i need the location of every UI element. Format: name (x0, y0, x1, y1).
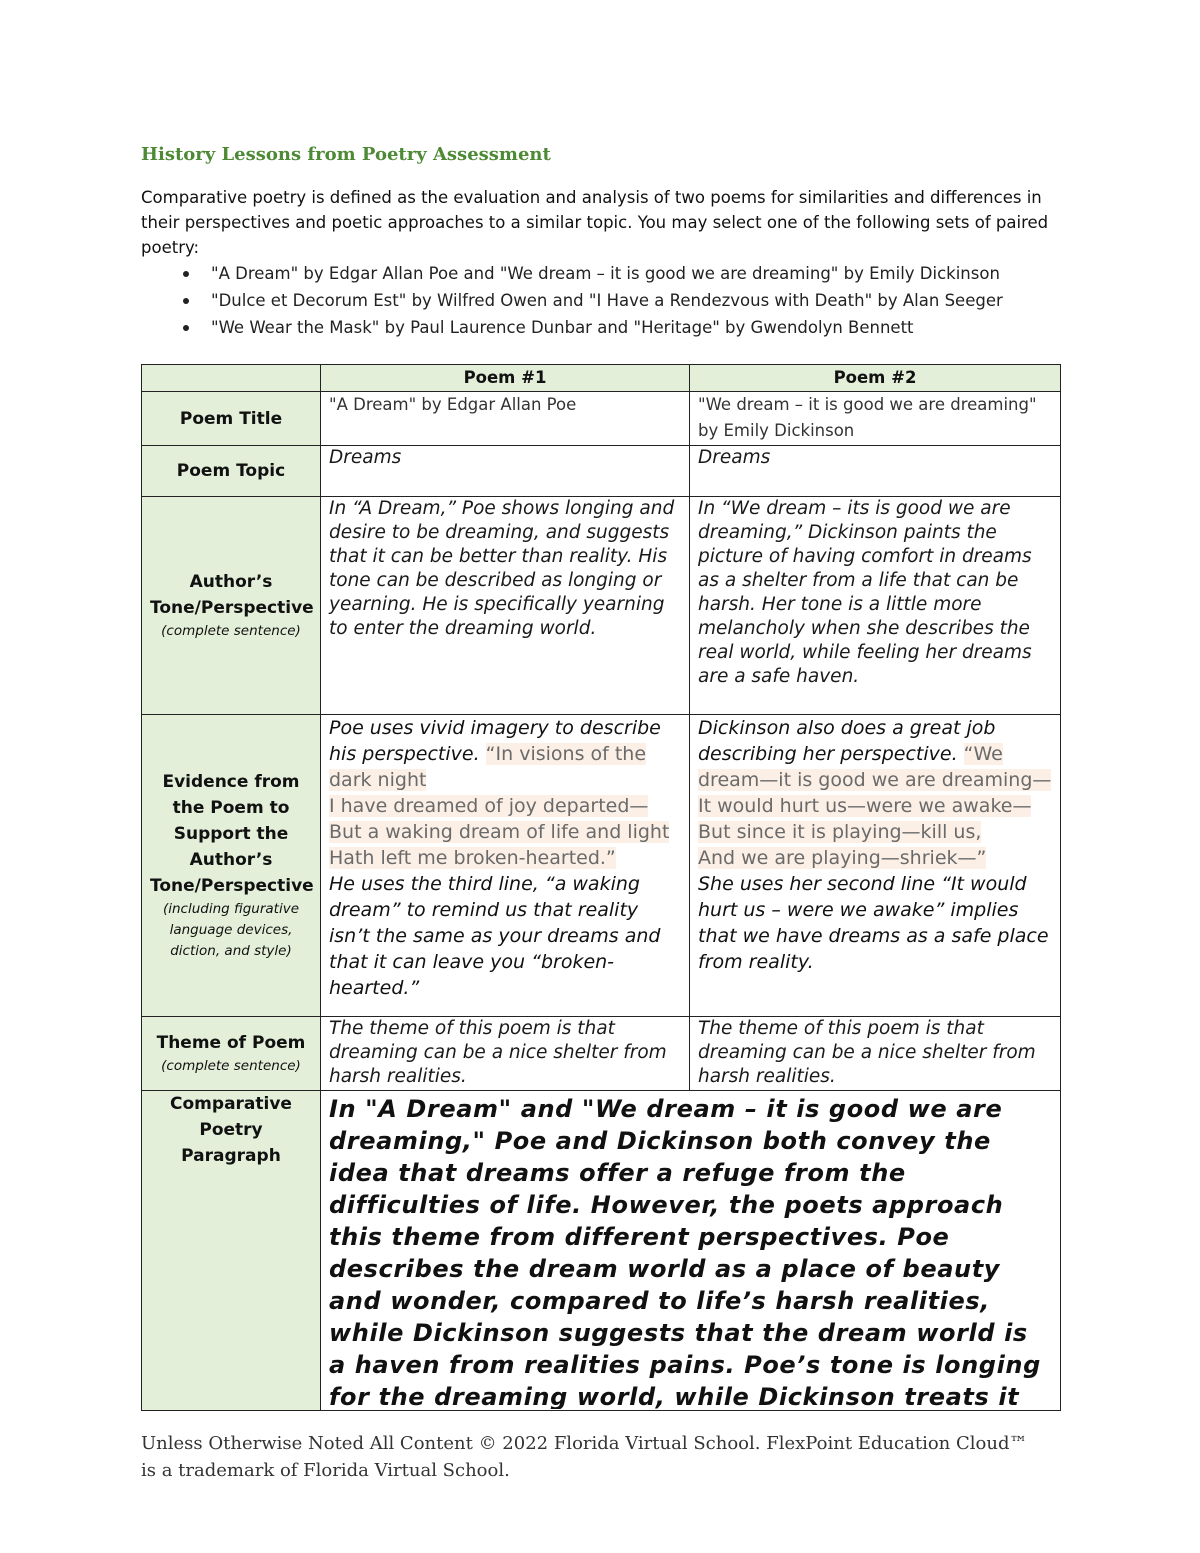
row-label-theme (142, 1017, 321, 1091)
table-row (142, 1017, 1061, 1091)
poem-set-list (171, 260, 1003, 341)
comparative-paragraph-cell[interactable] (321, 1091, 1061, 1411)
comparison-table (141, 364, 1061, 1411)
list-item: "A Dream" by Edgar Allan Poe and "We dream – it is good we are dreaming" by Emily Dickinson (171, 260, 1003, 287)
table-row (142, 392, 1061, 446)
poem2-theme-cell[interactable]: The theme of this poem is that dreaming can be a nice shelter from harsh realities. (690, 1017, 1061, 1091)
row-label-evidence (142, 715, 321, 1017)
theme-label-text: Theme of Poem (156, 1033, 306, 1053)
row-label-poem-title: Poem Title (142, 392, 321, 446)
poem1-title-cell[interactable]: "A Dream" by Edgar Allan Poe (321, 392, 690, 446)
table-row (142, 1091, 1061, 1411)
poem1-tone-cell[interactable]: In “A Dream,” Poe shows longing and desire to be dreaming, and suggests that it can be better than reality. His tone can be described as longing or yearning. He is specifically yearning to enter the dreaming world. (321, 497, 690, 715)
row-label-tone (142, 497, 321, 715)
poem1-header: Poem #1 (321, 365, 690, 392)
poem2-topic-cell[interactable]: Dreams (690, 446, 1061, 497)
evidence-analysis: He uses the third line, “a waking dream” to remind us that reality isn’t the same as your dreams and that it can leave you “broken-hearted.” (329, 873, 661, 999)
poem1-theme-cell[interactable]: The theme of this poem is that dreaming can be a nice shelter from harsh realities. (321, 1017, 690, 1091)
poem2-tone-cell[interactable]: In “We dream – its is good we are dreaming,” Dickinson paints the picture of having comfort in dreams as a shelter from a life that can be harsh. Her tone is a little more melancholy when she describes the real world, while feeling her dreams are a safe haven. (690, 497, 1061, 715)
evidence-analysis: She uses her second line “It would hurt us – were we awake” implies that we have dreams as a safe place from reality. (698, 873, 1049, 973)
evidence-intro: Dickinson also does a great job describing her perspective. (698, 717, 996, 765)
intro-paragraph: Comparative poetry is defined as the evaluation and analysis of two poems for similarities and differences in their perspectives and poetic approaches to a similar topic. You may select one of the following sets of paired poetry: (141, 188, 1049, 257)
evidence-label-hint: (including figurative language devices, diction, and style) (162, 901, 300, 959)
poem2-title-cell[interactable]: "We dream – it is good we are dreaming" by Emily Dickinson (690, 392, 1061, 446)
evidence-label-text: Evidence from the Poem to Support the Author’s Tone/Perspective (150, 772, 314, 896)
page-title: History Lessons from Poetry Assessment (141, 144, 551, 165)
comparative-paragraph-text: In "A Dream" and "We dream – it is good we are dreaming," Poe and Dickinson both convey the idea that dreams offer a refuge from the difficulties of life. However, the poets approach this theme from different perspectives. Poe describes the dream world as a place of beauty and wonder, compared to life’s harsh realities, while Dickinson suggests that the dream world is a haven from realities pains. Poe’s tone is longing for the dreaming world, while Dickinson treats it (329, 1095, 1041, 1409)
paragraph-clip (329, 1091, 1052, 1409)
list-item: "Dulce et Decorum Est" by Wilfred Owen and "I Have a Rendezvous with Death" by Alan Seeger (171, 287, 1003, 314)
evidence-quote: “We dream—it is good we are dreaming— It would hurt us—were we awake— But since it is playing—kill us, And we are playing—shriek—” (698, 743, 1052, 869)
table-row (142, 497, 1061, 715)
table-header-row (142, 365, 1061, 392)
copyright-footer: Unless Otherwise Noted All Content © 2022 Florida Virtual School. FlexPoint Education Cloud™ is a trademark of Florida Virtual School. (141, 1433, 1028, 1481)
poem1-evidence-cell[interactable] (321, 715, 690, 1017)
table-row (142, 446, 1061, 497)
tone-label-text: Author’s Tone/Perspective (150, 572, 314, 618)
evidence-quote: “In visions of the dark night I have dreamed of joy departed— But a waking dream of life and light Hath left me broken-hearted.” (329, 743, 670, 869)
evidence-intro: Poe uses vivid imagery to describe his perspective. (329, 717, 661, 765)
poem2-evidence-cell[interactable] (690, 715, 1061, 1017)
table-row (142, 715, 1061, 1017)
poem2-header: Poem #2 (690, 365, 1061, 392)
header-blank-cell (142, 365, 321, 392)
poem1-topic-cell[interactable]: Dreams (321, 446, 690, 497)
row-label-poem-topic: Poem Topic (142, 446, 321, 497)
row-label-paragraph: Comparative Poetry Paragraph (142, 1091, 321, 1411)
tone-label-hint: (complete sentence) (161, 623, 301, 639)
theme-label-hint: (complete sentence) (161, 1058, 301, 1074)
list-item: "We Wear the Mask" by Paul Laurence Dunbar and "Heritage" by Gwendolyn Bennett (171, 314, 1003, 341)
